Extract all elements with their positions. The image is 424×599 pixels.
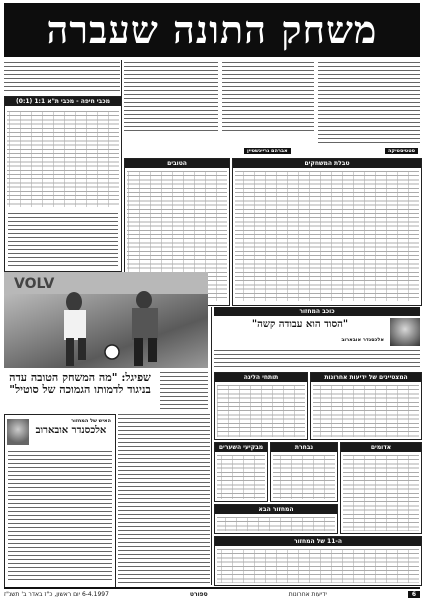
man-of-round-text	[8, 451, 112, 583]
man-of-round-name: אלכסנדר אובארוב	[35, 425, 107, 436]
intro-article-text-3	[124, 62, 218, 132]
star-of-round-section	[214, 307, 420, 347]
man-of-round-box	[4, 414, 116, 588]
svg-text:VOLV: VOLV	[14, 276, 55, 292]
next-round-table	[214, 504, 338, 534]
league-table	[232, 158, 422, 306]
scorers-title: תותחי הליגה	[215, 373, 307, 382]
squad-rows	[273, 455, 335, 499]
match-stats-title: מכבי חיפה - מכבי ת"א 1:1 (0:1)	[5, 97, 121, 106]
intro-article-text-2	[222, 62, 314, 132]
column-rule	[121, 60, 122, 270]
star-section-title: כוכב המחזור	[214, 307, 420, 316]
man-of-round-title: האיש של המחזור	[71, 418, 111, 424]
player-portrait	[390, 318, 420, 346]
lower-article-text	[118, 414, 210, 586]
scorers-rows	[217, 385, 305, 437]
match-stats-notes	[8, 213, 118, 267]
squad-table	[270, 442, 338, 502]
secondary-table-title: הטובים	[125, 159, 229, 168]
next-round-title: המחזור הבא	[215, 505, 337, 514]
writer-label: אברהם גריינשטיין	[244, 148, 291, 154]
next-round-rows	[217, 517, 335, 531]
match-photo	[4, 272, 208, 368]
column-rule	[211, 307, 212, 585]
star-quote: "הסוד הוא עבודה קשה"	[251, 319, 349, 330]
footer-paper: ידיעות אחרונות	[288, 590, 327, 598]
footer-section: ספורט	[189, 590, 208, 598]
photo-caption-text	[160, 372, 208, 410]
top-players-rows	[313, 385, 419, 437]
footer-date: 6-4.1997 יום ראשון, כ"ז באדר ב' תשנ"ז	[4, 590, 109, 598]
red-cards-title: אדומים	[341, 443, 421, 452]
eleven-of-round-table	[214, 536, 422, 586]
football-players-image	[4, 272, 208, 368]
page-headline	[4, 3, 420, 57]
goalscorers-rows	[217, 455, 265, 499]
goalscorers-title: מבקיעי השערים	[215, 443, 267, 452]
league-table-title: טבלת המשחקים	[233, 159, 421, 168]
stats-label: סטטיסטיקה	[385, 148, 418, 154]
match-stats-box	[4, 96, 122, 272]
big-quote-headline: שפיגל: "מה המשחק הטובה עדה בניגוד לדמותו הגמוכה של סוטיל"	[9, 371, 151, 396]
eleven-rows	[217, 549, 419, 583]
top-players-table	[310, 372, 422, 440]
red-cards-table	[340, 442, 422, 534]
league-table-rows	[235, 171, 419, 301]
goalscorers-table	[214, 442, 268, 502]
footer-page-number: 6	[408, 591, 420, 598]
intro-article-text	[318, 62, 420, 144]
top-players-title: המצטיינים של ידיעות אחרונות	[311, 373, 421, 382]
man-of-round-photo	[7, 419, 29, 445]
scorers-table	[214, 372, 308, 440]
star-article-text	[214, 350, 420, 370]
eleven-title: ה-11 של המחזור	[215, 537, 421, 546]
red-cards-rows	[343, 455, 419, 531]
left-intro-text	[4, 62, 120, 92]
match-stats-rows	[7, 111, 119, 207]
headline-text: משחק התונה שעברה	[46, 7, 378, 52]
star-player-name: אלכסנדר אובארוב	[341, 337, 384, 343]
page-footer	[4, 587, 420, 599]
squad-title: נבחרת	[271, 443, 337, 452]
center-header-bar	[124, 146, 420, 156]
